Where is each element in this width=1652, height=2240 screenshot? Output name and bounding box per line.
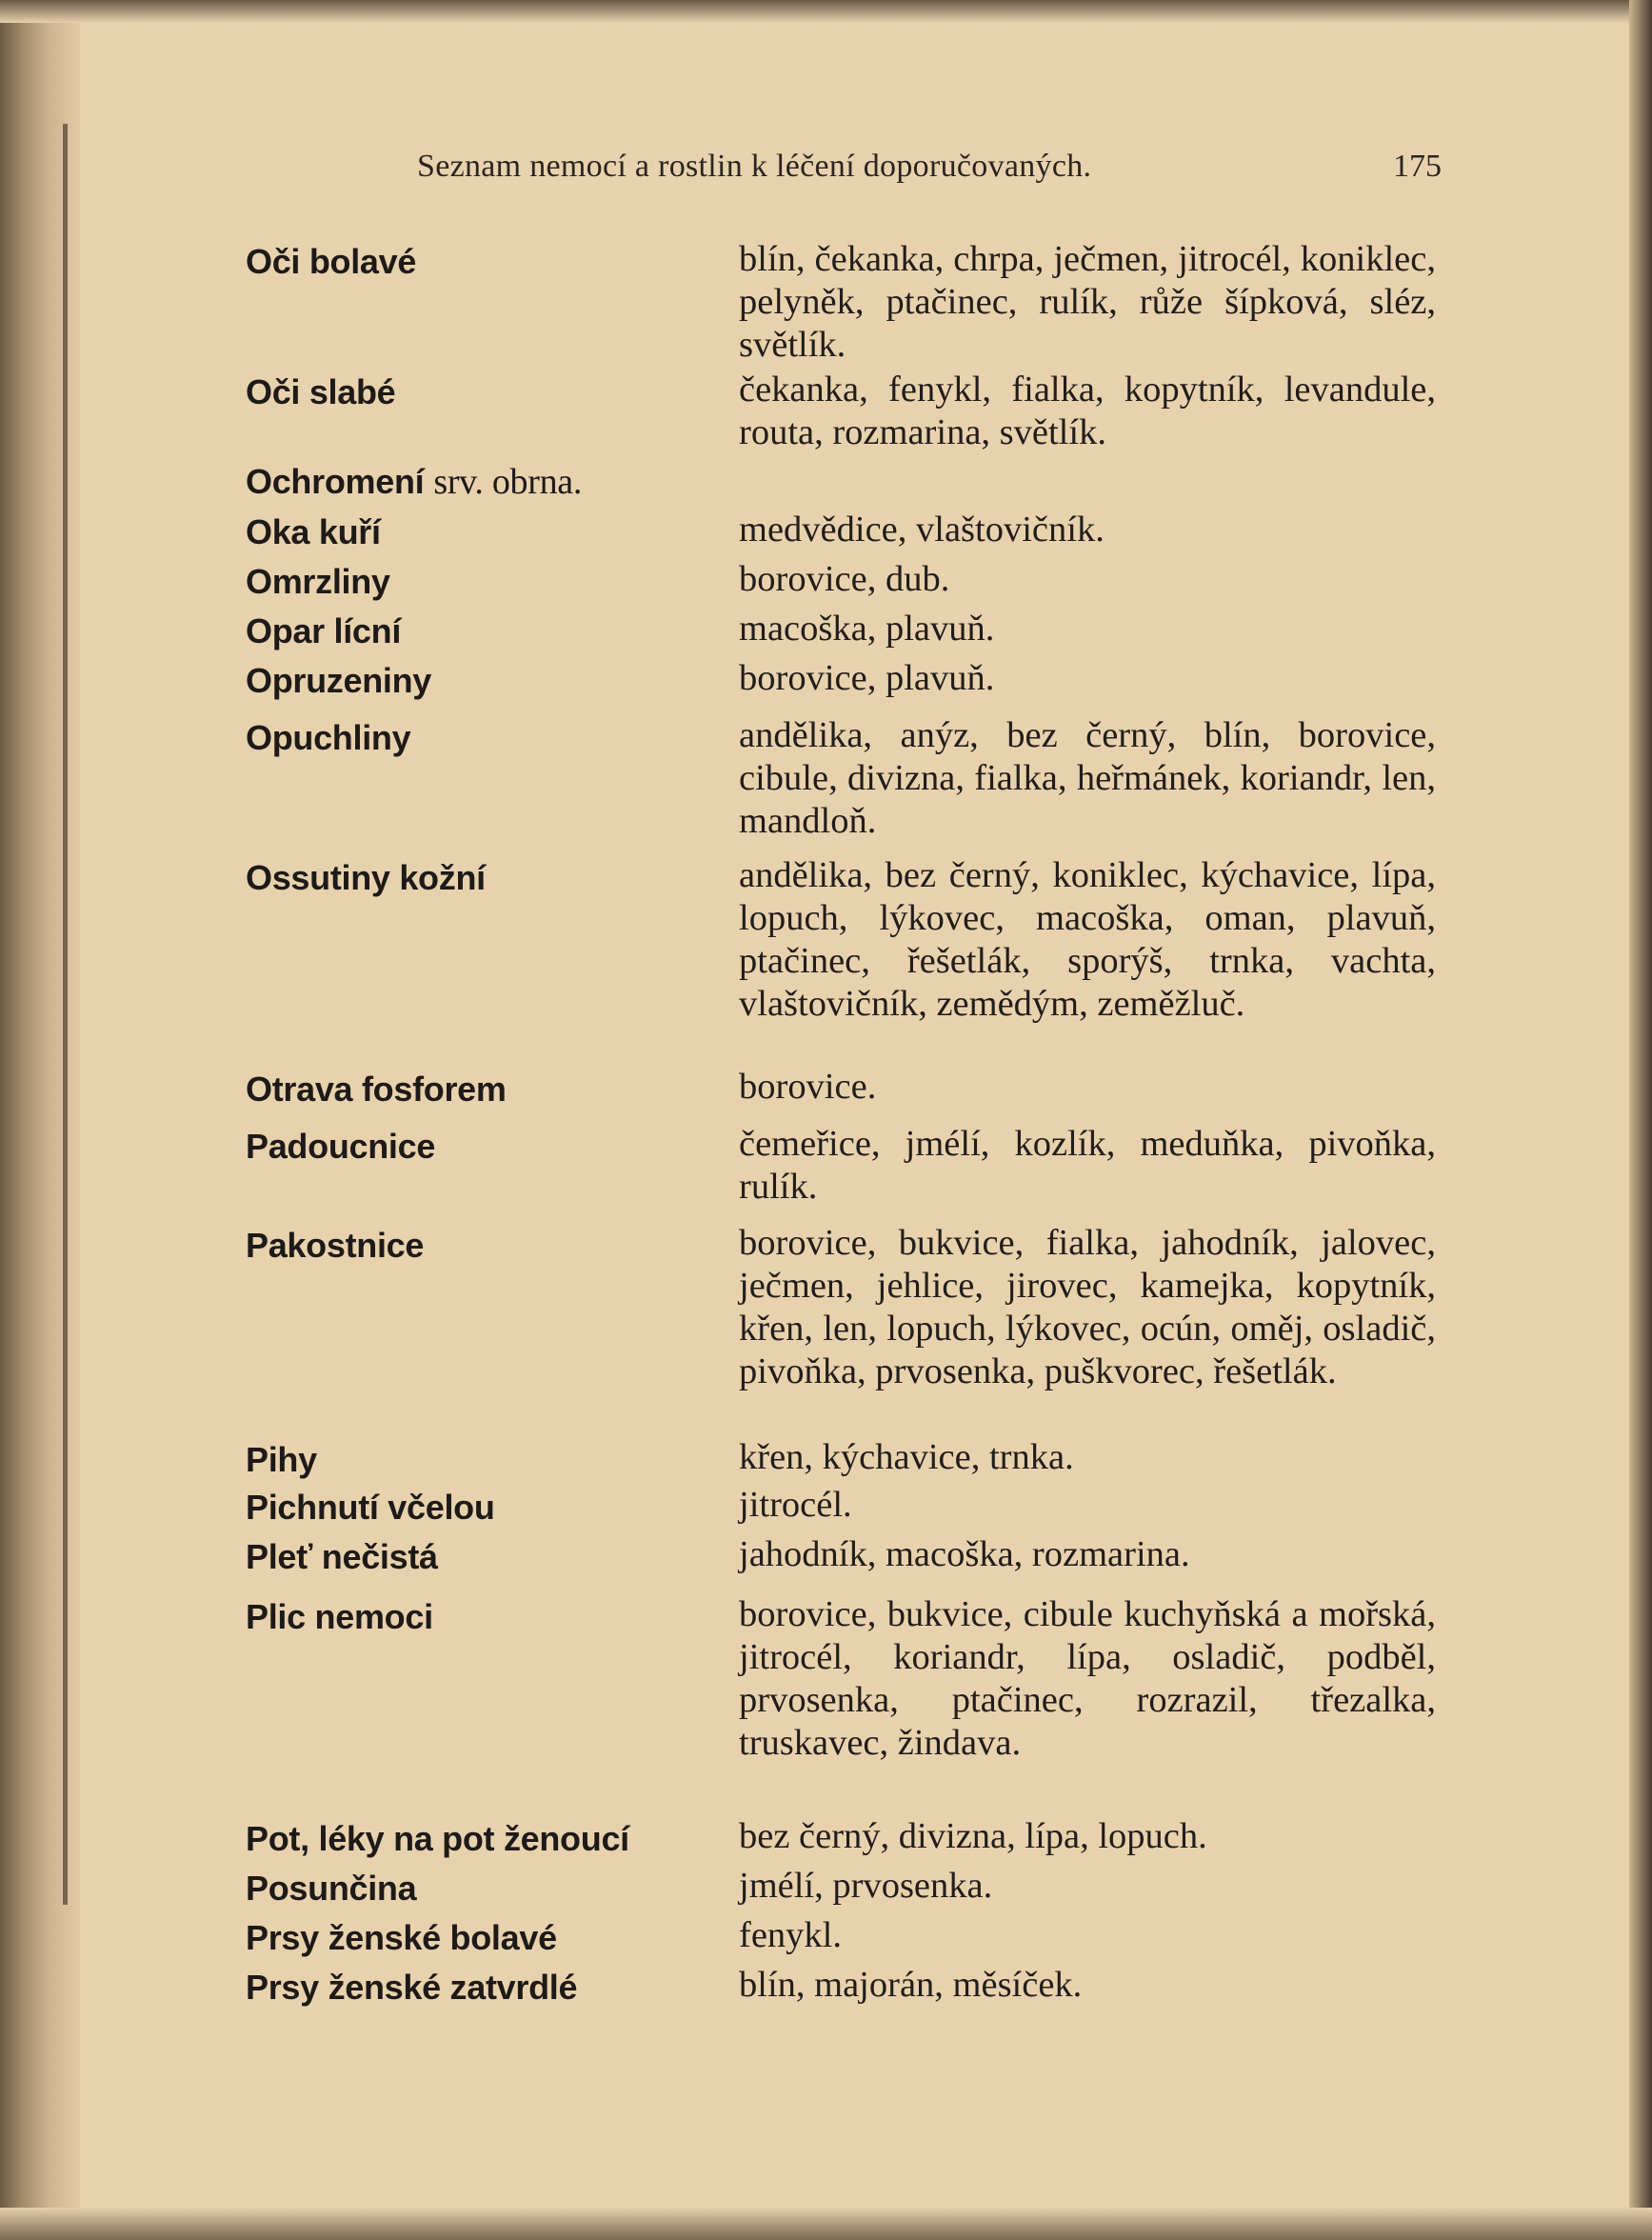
- plant-list: medvědice, vlaštovičník.: [739, 510, 1105, 550]
- disease-term: Oči bolavé: [246, 242, 417, 281]
- plant-list: andělika, bez černý, koniklec, kýchavice, lípa, lopuch, lýkovec, macoška, oman, plavuň, ptačinec, řešetlák, sporýš, trnka, vachta, vlaštovičník, zemědým, zeměžluč.: [739, 855, 1436, 1024]
- plant-list: čemeřice, jmélí, kozlík, meduňka, pivoňka, rulík.: [739, 1124, 1436, 1207]
- plant-list: borovice, dub.: [739, 559, 950, 599]
- page-bottom-edge: [0, 2208, 1652, 2240]
- page-number: 175: [1393, 149, 1442, 184]
- plant-list: blín, čekanka, chrpa, ječmen, jitrocél, koniklec, pelyněk, ptačinec, rulík, růže šípková, sléz, světlík.: [739, 239, 1436, 365]
- disease-term: Padoucnice: [246, 1127, 436, 1166]
- plant-list: andělika, anýz, bez černý, blín, borovice, cibule, divizna, fialka, heřmánek, koriandr, len, mandloň.: [739, 715, 1436, 841]
- disease-term: Pot, léky na pot ženoucí: [246, 1819, 629, 1858]
- disease-term: Otrava fosforem: [246, 1070, 507, 1109]
- disease-term: Oči slabé: [246, 372, 396, 411]
- header-title: Seznam nemocí a rostlin k léčení doporučovaných.: [417, 149, 1092, 184]
- page-top-edge: [0, 0, 1652, 23]
- disease-term: Opuchliny: [246, 718, 411, 757]
- plant-list: fenykl.: [739, 1915, 842, 1955]
- plant-list: křen, kýchavice, trnka.: [739, 1437, 1074, 1477]
- disease-term: [246, 458, 582, 506]
- disease-term: Pleť nečistá: [246, 1537, 438, 1576]
- plant-list: macoška, plavuň.: [739, 609, 995, 649]
- page-right-edge: [1629, 0, 1652, 2240]
- book-spine-shadow: [0, 0, 80, 2240]
- plant-list: čekanka, fenykl, fialka, kopytník, levandule, routa, rozmarina, světlík.: [739, 370, 1436, 452]
- disease-term: Prsy ženské zatvrdlé: [246, 1968, 578, 2007]
- plant-list: jahodník, macoška, rozmarina.: [739, 1534, 1190, 1574]
- plant-list: borovice.: [739, 1067, 877, 1107]
- binding-line: [63, 124, 68, 1905]
- disease-term: Opruzeniny: [246, 661, 432, 700]
- plant-list: blín, majorán, měsíček.: [739, 1965, 1083, 2005]
- plant-list: borovice, bukvice, cibule kuchyňská a mořská, jitrocél, koriandr, lípa, osladič, podběl, prvosenka, ptačinec, rozrazil, třezalka, truskavec, žindava.: [739, 1594, 1436, 1763]
- plant-list: bez černý, divizna, lípa, lopuch.: [739, 1816, 1207, 1856]
- disease-term: Ossutiny kožní: [246, 858, 486, 897]
- disease-term: Opar lícní: [246, 611, 402, 650]
- disease-term: Pihy: [246, 1440, 317, 1479]
- running-header: [417, 149, 1442, 196]
- plant-list: borovice, bukvice, fialka, jahodník, jalovec, ječmen, jehlice, jirovec, kamejka, kopytník, křen, len, lopuch, lýkovec, ocún, oměj, osladič, pivoňka, prvosenka, puškvorec, řešetlák.: [739, 1223, 1436, 1391]
- plant-list: jitrocél.: [739, 1485, 852, 1525]
- disease-term: Pichnutí včelou: [246, 1488, 495, 1527]
- disease-term: Pakostnice: [246, 1226, 425, 1265]
- disease-term: Oka kuří: [246, 512, 381, 551]
- disease-term: Posunčina: [246, 1869, 417, 1908]
- disease-term: Prsy ženské bolavé: [246, 1918, 557, 1957]
- disease-term-text: Ochromení: [246, 462, 425, 501]
- disease-term: Omrzliny: [246, 562, 390, 601]
- disease-term: Plic nemoci: [246, 1597, 433, 1636]
- plant-list: jmélí, prvosenka.: [739, 1866, 993, 1906]
- plant-list: borovice, plavuň.: [739, 658, 995, 698]
- cross-reference: srv. obrna.: [433, 462, 583, 502]
